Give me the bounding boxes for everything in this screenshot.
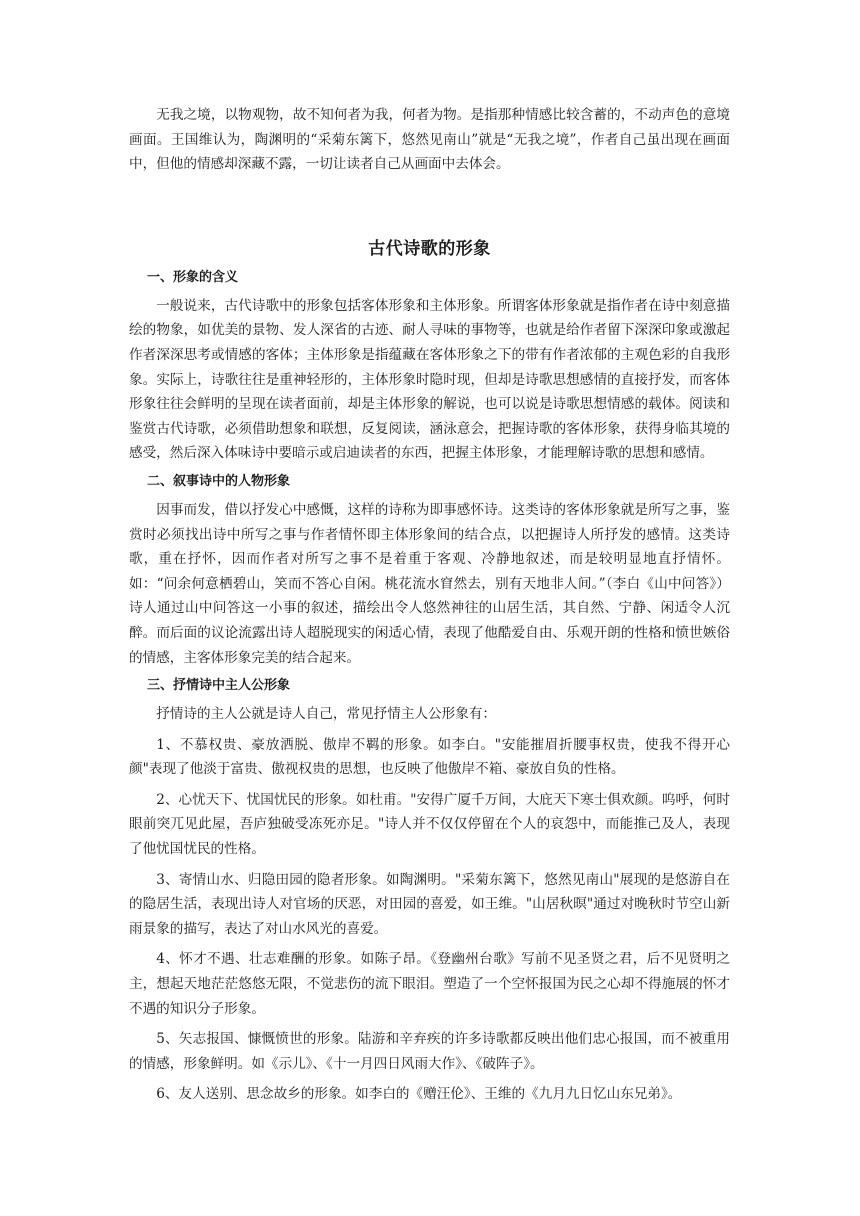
document-page [129,103,730,1107]
list-item: 4、怀才不遇、壮志难酬的形象。如陈子昂。《登幽州台歌》写前不见圣贤之君，后不见贤明之主，想起天地茫茫悠悠无限，不觉悲伤的流下眼泪。塑造了一个空怀报国为民之心却不得施展的怀才不遇的知识分子形象。 [129,951,730,1017]
intro-paragraph: 无我之境，以物观物，故不知何者为我，何者为物。是指那种情感比较含蓄的，不动声色的意境画面。王国维认为，陶渊明的“采菊东篱下，悠然见南山”就是“无我之境”，作者自己虽出现在画面中，但他的情感却深藏不露，一切让读者自己从画面中去体会。 [129,107,730,173]
list-item: 5、矢志报国、慷慨愤世的形象。陆游和辛弃疾的许多诗歌都反映出他们忠心报国，而不被重用的情感，形象鲜明。如《示儿》、《十一月四日风雨大作》、《破阵子》。 [129,1031,730,1072]
section-3 [129,674,730,1107]
list-item: 1、不慕权贵、豪放洒脱、傲岸不羁的形象。如李白。"安能摧眉折腰事权贵，使我不得开心颜"表现了他淡于富贵、傲视权贵的思想，也反映了他傲岸不箱、豪放自负的性格。 [129,736,730,778]
section-heading: 二、叙事诗中的人物形象 [147,473,291,489]
body-paragraph: 抒情诗的主人公就是诗人自己，常见抒情主人公形象有： [156,706,497,723]
list-item: 2、心忧天下、忧国忧民的形象。如杜甫。"安得广厦千万间，大庇天下寒士俱欢颜。呜呼，何时眼前突兀见此屋，吾庐独破受冻死亦足。"诗人并不仅仅停留在个人的哀怨中，而能推己及人，表现了他忧国忧民的性格。 [129,791,730,858]
section-heading: 三、抒情诗中主人公形象 [147,678,291,694]
body-paragraph: 因事而发，借以抒发心中感慨，这样的诗称为即事感怀诗。这类诗的客体形象就是所写之事，鉴赏时必须找出诗中所写之事与作者情怀即主体形象间的结合点，以把握诗人所抒发的感情。这类诗歌，重在抒怀，因而作者对所写之事不是着重于客观、冷静地叙述，而是较明显地直抒情怀。如：“问余何意栖碧山，笑而不答心自闲。桃花流水窅然去，别有天地非人间。”（李白《山中问答》）诗人通过山中问答这一小事的叙述，描绘出令人悠然神往的山居生活，其自然、宁静、闲适令人沉醉。而后面的议论流露出诗人超脱现实的闲适心情，表现了他酷爱自由、乐观开朗的性格和愤世嫉俗的情感，主客体形象完美的结合起来。 [129,501,730,666]
body-paragraph: 一般说来，古代诗歌中的形象包括客体形象和主体形象。所谓客体形象就是指作者在诗中刻意描绘的物象，如优美的景物、发人深省的古迹、耐人寻味的事物等，也就是给作者留下深深印象或激起作者深深思考或情感的客体；主体形象是指蕴藏在客体形象之下的带有作者浓郁的主观色彩的自我形象。实际上，诗歌往往是重神轻形的，主体形象时隐时现，但却是诗歌思想感情的直接抒发，而客体形象往往会鲜明的呈现在读者面前，却是主体形象的解说，也可以说是诗歌思想情感的载体。阅读和鉴赏古代诗歌，必须借助想象和联想，反复阅读，涵泳意会，把握诗歌的客体形象，获得身临其境的感受，然后深入体味诗中要暗示或启迪读者的东西，把握主体形象，才能理解诗歌的思想和感情。 [129,297,730,462]
page-title: 古代诗歌的形象 [368,238,491,259]
list-item: 6、友人送别、思念故乡的形象。如李白的《赠汪伦》、王维的《九月九日忆山东兄弟》。 [156,1086,682,1103]
section-1 [129,266,730,466]
section-2 [129,470,730,670]
section-heading: 一、形象的含义 [147,269,239,285]
list-item: 3、寄情山水、归隐田园的隐者形象。如陶渊明。"采菊东篱下，悠然见南山"展现的是悠游自在的隐居生活，表现出诗人对官场的厌恶，对田园的喜爱，如王维。"山居秋暝"通过对晚秋时节空山新雨景象的描写，表达了对山水风光的喜爱。 [129,871,730,937]
